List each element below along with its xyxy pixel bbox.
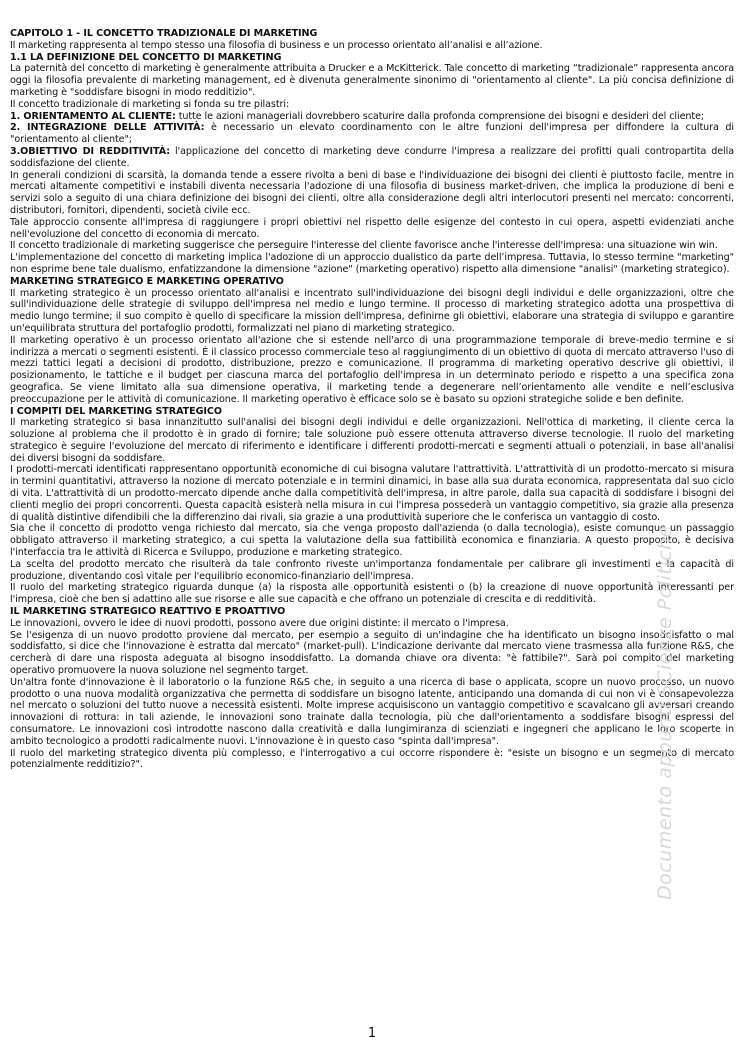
paragraph: Il marketing operativo è un processo orientato all'azione che si estende nell'arco di una programmazione temporale di breve-medio termine e si indirizza a mercati o segmenti esistenti. È il classico processo commerciale teso al raggiungimento di un obiettivo di quota di mercato attraverso l'uso di mezzi tattici legati a decisioni di prodotto, distribuzione, prezzo e comunicazione. Il programma di marketing operativo descrive gli obiettivi, il posizionamento, le tattiche e il budget per ciascuna marca del portafoglio dell'impresa in un determinato periodo e rispetto a una specifica zona geografica. Se viene limitato alla sua dimensione operativa, il marketing tende a degenerare nell’orientamento alle vendite e nell’esclusiva preoccupazione per le attività di comunicazione. Il marketing operativo è efficace solo se è basato su opzioni strategiche solide e ben definite. <box>10 334 734 405</box>
intro-paragraph: Il marketing rappresenta al tempo stesso una filosofia di business e un processo orientato all’analisi e all’azione. <box>10 39 543 51</box>
watermark: Documento appunti SCienze Politiche <box>654 525 676 900</box>
pillar-text: l'applicazione del concetto di marketing deve condurre l'impresa a realizzare dei profitti quali contropartita della soddisfazione del cliente. <box>10 145 734 169</box>
paragraph: Il marketing strategico è un processo orientato all'analisi e incentrato sull'individuazione dei bisogni degli individui e delle organizzazioni, oltre che sull'individuazione delle strategie di sviluppo dell'impresa nel medio e lungo termine. Il processo di marketing strategico adotta una prospettiva di medio lungo termine; il suo compito è quello di specificare la mission dell'impresa, definirne gli obiettivi, elaborare una strategia di sviluppo e garantire un'equilibrata struttura del portafoglio prodotti, formalizzati nel piano di marketing strategico. <box>10 287 734 334</box>
pillar-label: 3.OBIETTIVO DI REDDITIVITÀ: <box>10 145 171 157</box>
paragraph: Sia che il concetto di prodotto venga richiesto dal mercato, sia che venga proposto dall'azienda (o dalla tecnologia), esiste comunque un passaggio obbligato attraverso il marketing strategico, a cui spetta la valutazione della sua fattibilità economica e finanziaria. A questo proposito, è decisiva l'interfaccia tra le attività di Ricerca e Sviluppo, produzione e marketing strategico. <box>10 523 734 559</box>
pillar-item-2 <box>10 122 734 146</box>
section-title-definizione: 1.1 LA DEFINIZIONE DEL CONCETTO DI MARKETING <box>10 51 282 63</box>
chapter-title: CAPITOLO 1 - IL CONCETTO TRADIZIONALE DI MARKETING <box>10 28 318 39</box>
paragraph: In generali condizioni di scarsità, la domanda tende a essere rivolta a beni di base e l'individuazione dei bisogni dei clienti è piuttosto facile, mentre in mercati altamente competitivi e instabili diventa necessaria l'adozione di una filosofia di business market-driven, che implica la produzione di beni e servizi solo a seguito di una chiara definizione dei bisogni dei clienti, oltre alla considerazione degli altri interlocutori presenti nel mercato: concorrenti, distributori, fornitori, dipendenti, società civile ecc. <box>10 169 734 216</box>
document-page <box>10 28 734 771</box>
paragraph: Se l'esigenza di un nuovo prodotto proviene dal mercato, per esempio a seguito di un'indagine che ha identificato un bisogno insoddisfatto o mal soddisfatto, si dice che l'innovazione è estratta dal mercato" (market-pull). L'indicazione derivante dal mercato viene trasmessa alla funzione R&S, che cercherà di dare una risposta adeguata al bisogno insoddisfatto. La domanda chiave ora diventa: "è fattibile?". Sarà poi compito del marketing operativo promuovere la nuova soluzione nel segmento target. <box>10 629 734 677</box>
paragraph: I prodotti-mercati identificati rappresentano opportunità economiche di cui bisogna valutare l'attrattività. L'attrattività di un prodotto-mercato si misura in termini quantitativi, attraverso la nozione di mercato potenziale e in termini dinamici, in base alla sua durata economica, rappresentata dal suo ciclo di vita. L'attrattività di un prodotto-mercato dipende anche dalla competitività dell'impresa, in altre parole, dalla sua capacità di soddisfare i bisogni dei clienti meglio dei propri concorrenti. Questa capacità esisterà nella misura in cui l'impresa possederà un vantaggio competitivo, sia grazie alla presenza di qualità distintive difendibili che la differenzino dai rivali, sia grazie a una produttività superiore che le conferisca un vantaggio di costo. <box>10 464 734 523</box>
paragraph: Il marketing strategico si basa innanzitutto sull'analisi dei bisogni degli individui e delle organizzazioni. Nell'ottica di marketing, il cliente cerca la soluzione al problema che il prodotto è in grado di fornire; tale soluzione può essere ottenuta attraverso diverse tecnologie. Il ruolo del marketing strategico è seguire l'evoluzione del mercato di riferimento e identificare i differenti prodotti-mercati e segmenti attuali o potenziali, in base all'analisi dei diversi bisogni da soddisfare. <box>10 417 734 464</box>
pillar-item-3 <box>10 146 734 170</box>
paragraph: Tale approccio consente all'impresa di raggiungere i propri obiettivi nel rispetto delle esigenze del contesto in cui opera, aspetti evidenziati anche nell'evoluzione del concetto di economia di mercato. <box>10 216 734 240</box>
paragraph: Un'altra fonte d'innovazione è il laboratorio o la funzione R&S che, in seguito a una ricerca di base o applicata, scopre un nuovo processo, un nuovo prodotto o una nuova modalità organizzativa che permetta di soddisfare un bisogno latente, anticipando una domanda di cui non vi è consapevolezza nel mercato o soluzioni del tutto nuove a necessità esistenti. Molte imprese acquisiscono un vantaggio competitivo e scavalcano gli avversari creando innovazioni di rottura: in tali aziende, le innovazioni sono trainate dalla tecnologia, più che dall'orientamento a soddisfare bisogni espressi del consumatore. Le innovazioni così introdotte nascono dalla creatività e dalla lungimiranza di scienziati e ingegneri che applicano le loro scoperte in ambito tecnologico a prodotti radicalmente nuovi. L'innovazione è in questo caso "spinta dall'impresa". <box>10 676 734 747</box>
paragraph: Il concetto tradizionale di marketing suggerisce che perseguire l'interesse del cliente favorisce anche l'interesse dell'impresa: una situazione win win. <box>10 240 718 252</box>
page-number: 1 <box>367 1026 377 1041</box>
pillar-label: 1. ORIENTAMENTO AL CLIENTE: <box>10 110 176 122</box>
paragraph: La scelta del prodotto mercato che risulterà da tale confronto riveste un'importanza fondamentale per calibrare gli investimenti e la capacità di produzione, diventando così vitale per l'equilibrio economico-finanziario dell'impresa. <box>10 558 734 582</box>
pillar-text: tutte le azioni manageriali dovrebbero scaturire dalla profonda comprensione dei bisogni e desideri del cliente; <box>175 110 705 122</box>
paragraph: Il ruolo del marketing strategico riguarda dunque (a) la risposta alle opportunità esistenti o (b) la creazione di nuove opportunità interessanti per l'impresa, cioè che ben si adattino alle sue risorse e alle sue capacità e che offrano un potenziale di crescita e di redditività. <box>10 582 734 606</box>
section-title-compiti: I COMPITI DEL MARKETING STRATEGICO <box>10 405 222 417</box>
paragraph: L'implementazione del concetto di marketing implica l'adozione di un approccio dualistico da parte dell’impresa. Tuttavia, lo stesso termine "marketing" non esprime bene tale dualismo, enfatizzandone la dimensione "azione" (marketing operativo) rispetto alla dimensione "analisi" (marketing strategico). <box>10 252 734 275</box>
section-title-strategico-operativo: MARKETING STRATEGICO E MARKETING OPERATIVO <box>10 275 284 287</box>
paragraph: La paternità del concetto di marketing è generalmente attribuita a Drucker e a McKitterick. Tale concetto di marketing “tradizionale” rappresenta ancora oggi la filosofia prevalente di marketing management, ed è divenuta generalmente sinonimo di "orientamento al cliente". La più concisa definizione di marketing è "soddisfare bisogni in modo redditizio". <box>10 63 734 98</box>
paragraph: Il ruolo del marketing strategico diventa più complesso, e l'interrogativo a cui occorre rispondere è: "esiste un bisogno e un segmento di mercato potenzialmente redditizio?". <box>10 747 734 771</box>
pillar-label: 2. INTEGRAZIONE DELLE ATTIVITÀ: <box>10 122 205 134</box>
pillar-text: è necessario un elevato coordinamento con le altre funzioni dell'impresa per diffondere la cultura di "orientamento al cliente"; <box>10 122 734 146</box>
paragraph: Le innovazioni, ovvero le idee di nuovi prodotti, possono avere due origini distinte: il mercato o l'impresa. <box>10 617 509 629</box>
paragraph: Il concetto tradizionale di marketing si fonda su tre pilastri: <box>10 98 290 110</box>
section-title-reattivo-proattivo: IL MARKETING STRATEGICO REATTIVO E PROATTIVO <box>10 606 286 618</box>
pillar-item-1 <box>10 111 734 123</box>
